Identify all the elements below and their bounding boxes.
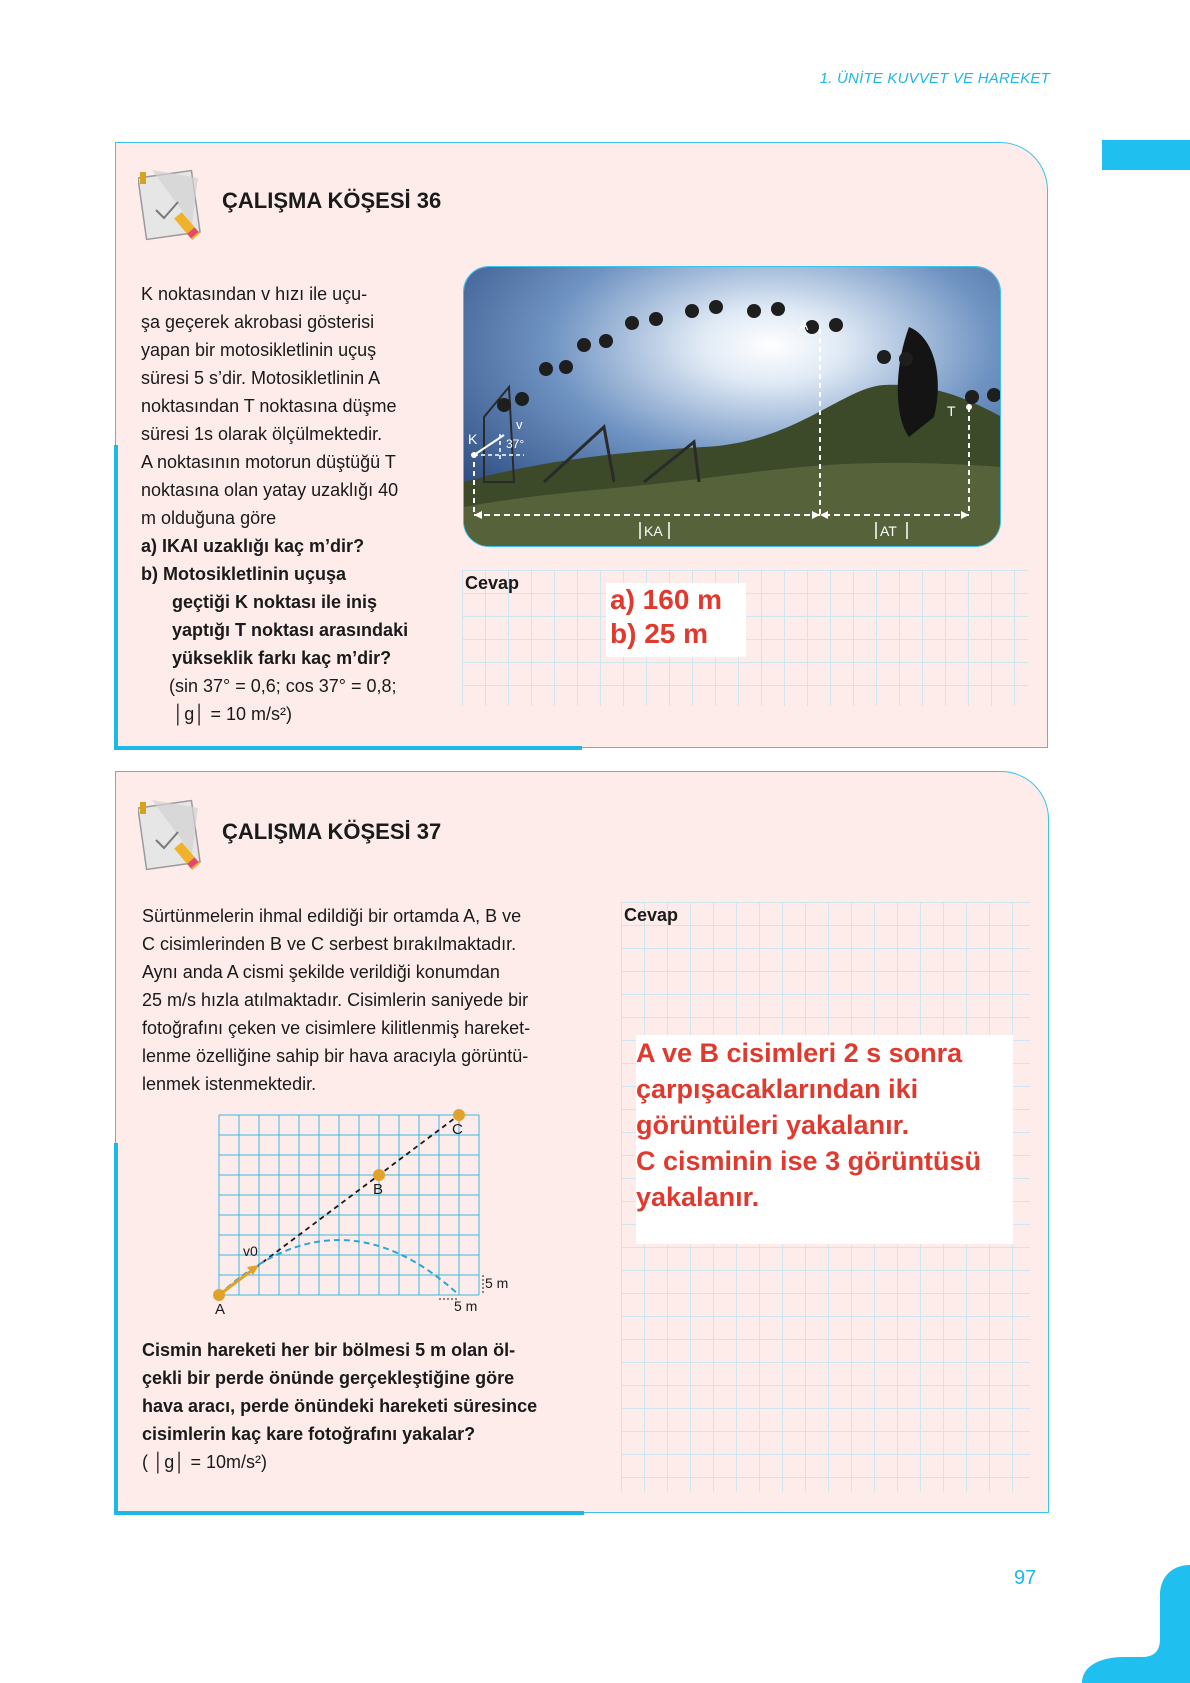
projectile-diagram bbox=[205, 1105, 525, 1325]
problem-line: Sürtünmelerin ihmal edildiği bir ortamda A, B ve bbox=[142, 906, 522, 926]
side-tab-marker bbox=[1102, 140, 1190, 170]
diagram-label-a: A bbox=[215, 1301, 226, 1318]
answer-line: C cisminin ise 3 görüntüsü bbox=[636, 1146, 982, 1176]
given-values: ( │g│ = 10m/s²) bbox=[142, 1452, 268, 1472]
section-36-problem bbox=[141, 280, 451, 728]
diagram-scale-vertical: 5 m bbox=[485, 1275, 509, 1291]
problem-line: 25 m/s hızla atılmaktadır. Cisimlerin saniyede bir bbox=[142, 990, 529, 1010]
section-36-title: ÇALIŞMA KÖŞESİ 36 bbox=[222, 188, 442, 213]
notebook-pencil-icon bbox=[138, 796, 210, 874]
section-37-question bbox=[142, 1336, 602, 1476]
problem-line: Aynı anda A cismi şekilde verildiği konumdan bbox=[142, 962, 500, 982]
given-values: │g│ = 10 m/s²) bbox=[173, 704, 293, 724]
question-line: çekli bir perde önünde gerçekleştiğine göre bbox=[142, 1368, 515, 1388]
problem-line: lenmek istenmektedir. bbox=[142, 1074, 317, 1094]
question-a: a) IKAI uzaklığı kaç m’dir? bbox=[141, 536, 365, 556]
section-36-answer-box bbox=[606, 583, 746, 657]
question-line: cisimlerin kaç kare fotoğrafını yakalar? bbox=[142, 1424, 476, 1444]
problem-line: süresi 5 s’dir. Motosikletlinin A bbox=[141, 368, 381, 388]
problem-line: şa geçerek akrobasi gösterisi bbox=[141, 312, 375, 332]
photo-label-k: K bbox=[468, 431, 478, 447]
photo-label-v: v bbox=[516, 417, 523, 432]
problem-line: noktasından T noktasına düşme bbox=[141, 396, 397, 416]
photo-label-a: A bbox=[799, 317, 809, 333]
diagram-label-v0: v0 bbox=[243, 1243, 258, 1259]
question-b-line: yaptığı T noktası arasındaki bbox=[172, 620, 409, 640]
answer-line: çarpışacaklarından iki bbox=[636, 1074, 919, 1104]
answer-line: görüntüleri yakalanır. bbox=[636, 1110, 910, 1140]
section-36-accent-bottom bbox=[114, 746, 582, 750]
answer-a: a) 160 m bbox=[610, 584, 723, 615]
photo-label-ka: KA bbox=[644, 523, 663, 539]
section-37-cevap-label: Cevap bbox=[624, 905, 679, 925]
section-37-accent-bottom bbox=[114, 1511, 584, 1515]
given-values: (sin 37° = 0,6; cos 37° = 0,8; bbox=[169, 676, 397, 696]
problem-line: fotoğrafını çeken ve cisimlere kilitlenmiş hareket- bbox=[142, 1018, 531, 1038]
problem-line: K noktasından v hızı ile uçu- bbox=[141, 284, 368, 304]
section-37-accent-left bbox=[114, 1143, 118, 1515]
answer-line: yakalanır. bbox=[636, 1182, 760, 1212]
problem-line: süresi 1s olarak ölçülmektedir. bbox=[141, 424, 383, 444]
question-b-line: yükseklik farkı kaç m’dir? bbox=[172, 648, 392, 668]
page-number: 97 bbox=[1014, 1567, 1037, 1589]
corner-decoration bbox=[1072, 1565, 1190, 1683]
section-37-title: ÇALIŞMA KÖŞESİ 37 bbox=[222, 819, 442, 844]
diagram-scale-horizontal: 5 m bbox=[454, 1298, 478, 1314]
section-37-problem bbox=[142, 902, 602, 1098]
diagram-label-c: C bbox=[452, 1121, 463, 1138]
question-line: hava aracı, perde önündeki hareketi süresince bbox=[142, 1396, 538, 1416]
motocross-photo-illustration bbox=[464, 267, 1001, 547]
diagram-label-b: B bbox=[373, 1181, 384, 1198]
unit-header: 1. ÜNİTE KUVVET VE HAREKET bbox=[819, 70, 1050, 87]
problem-line: C cisimlerinden B ve C serbest bırakılmaktadır. bbox=[142, 934, 517, 954]
answer-b: b) 25 m bbox=[610, 618, 709, 649]
projectile-grid-svg bbox=[205, 1105, 525, 1325]
problem-line: A noktasının motorun düştüğü T bbox=[141, 452, 396, 472]
problem-line: yapan bir motosikletlinin uçuş bbox=[141, 340, 377, 360]
section-36-cevap-label: Cevap bbox=[465, 573, 520, 593]
answer-line: A ve B cisimleri 2 s sonra bbox=[636, 1038, 963, 1068]
photo-label-t: T bbox=[947, 403, 956, 419]
photo-label-at: AT bbox=[880, 523, 897, 539]
problem-line: noktasına olan yatay uzaklığı 40 bbox=[141, 480, 399, 500]
notebook-pencil-icon bbox=[138, 166, 210, 244]
section-36-accent-left bbox=[114, 445, 118, 750]
problem-line: lenme özelliğine sahip bir hava aracıyla görüntü- bbox=[142, 1046, 529, 1066]
question-line: Cismin hareketi her bir bölmesi 5 m olan öl- bbox=[142, 1340, 516, 1360]
photo-label-angle: 37° bbox=[506, 437, 525, 451]
motocross-photo bbox=[463, 266, 1001, 547]
question-b-line: b) Motosikletlinin uçuşa bbox=[141, 564, 347, 584]
question-b-line: geçtiği K noktası ile iniş bbox=[172, 592, 378, 612]
problem-line: m olduğuna göre bbox=[141, 508, 277, 528]
section-37-answer-box bbox=[636, 1035, 1013, 1244]
